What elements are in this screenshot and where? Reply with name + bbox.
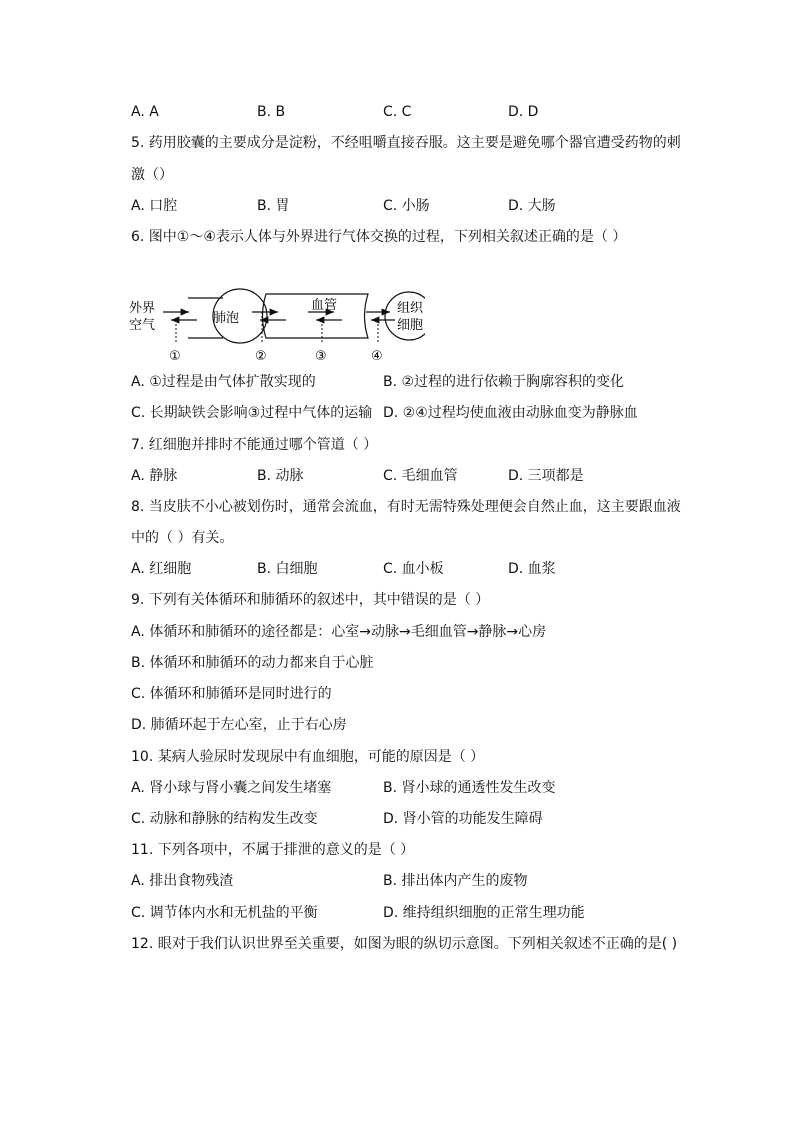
marker-2: ② <box>255 349 267 364</box>
q6-stem: 6. 图中①～④表示人体与外界进行气体交换的过程，下列相关叙述正确的是（ ） <box>131 229 627 245</box>
q9-option-c: C. 体循环和肺循环是同时进行的 <box>131 686 332 702</box>
label-vessel: 血管 <box>311 298 338 313</box>
q5-option-d: D. 大肠 <box>508 198 556 214</box>
q6-option-d: D. ②④过程均使血液由动脉血变为静脉血 <box>383 405 638 421</box>
q5-option-a: A. 口腔 <box>131 198 178 214</box>
q11-option-a: A. 排出食物残渣 <box>131 873 234 889</box>
q10-option-d: D. 肾小管的功能发生障碍 <box>383 811 543 827</box>
q11-option-c: C. 调节体内水和无机盐的平衡 <box>131 905 318 921</box>
q7-option-a: A. 静脉 <box>131 468 178 484</box>
q9-option-a: A. 体循环和肺循环的途径都是：心室→动脉→毛细血管→静脉→心房 <box>131 624 547 640</box>
q8-option-c: C. 血小板 <box>383 561 444 577</box>
q9-option-d: D. 肺循环起于左心室，止于右心房 <box>131 717 347 733</box>
q6-option-c: C. 长期缺铁会影响③过程中气体的运输 <box>131 405 373 421</box>
q5-stem-line2: 激（） <box>131 167 173 183</box>
q10-option-a: A. 肾小球与肾小囊之间发生堵塞 <box>131 780 332 796</box>
q4-option-d: D. D <box>508 104 539 120</box>
q8-option-a: A. 红细胞 <box>131 561 192 577</box>
q11-option-b: B. 排出体内产生的废物 <box>383 873 528 889</box>
q8-stem-line2: 中的（ ）有关。 <box>131 530 234 546</box>
q7-option-b: B. 动脉 <box>257 468 304 484</box>
q8-stem-line1: 8. 当皮肤不小心被划伤时，通常会流血，有时无需特殊处理便会自然止血，这主要跟血液 <box>131 499 681 515</box>
q6-option-a: A. ①过程是由气体扩散实现的 <box>131 374 316 390</box>
q5-option-c: C. 小肠 <box>383 198 430 214</box>
q7-option-d: D. 三项都是 <box>508 468 584 484</box>
q10-option-b: B. 肾小球的通透性发生改变 <box>383 780 556 796</box>
q9-option-b: B. 体循环和肺循环的动力都来自于心脏 <box>131 655 374 671</box>
marker-1: ① <box>169 349 181 364</box>
q4-option-a: A. A <box>131 104 159 120</box>
q7-option-c: C. 毛细血管 <box>383 468 458 484</box>
label-tissue-1: 组织 <box>397 301 424 316</box>
q10-option-c: C. 动脉和静脉的结构发生改变 <box>131 811 318 827</box>
label-tissue-2: 细胞 <box>397 318 424 333</box>
label-outer-air-1: 外界 <box>129 301 156 316</box>
q8-option-b: B. 白细胞 <box>257 561 318 577</box>
gas-exchange-diagram <box>125 282 425 367</box>
q11-stem: 11. 下列各项中，不属于排泄的意义的是（ ） <box>131 842 415 858</box>
q5-stem-line1: 5. 药用胶囊的主要成分是淀粉，不经咀嚼直接吞服。这主要是避免哪个器官遭受药物的刺 <box>131 135 681 151</box>
q10-stem: 10. 某病人验尿时发现尿中有血细胞，可能的原因是（ ） <box>131 749 485 765</box>
q5-option-b: B. 胃 <box>257 198 290 214</box>
q11-option-d: D. 维持组织细胞的正常生理功能 <box>383 905 585 921</box>
q7-stem: 7. 红细胞并排时不能通过哪个管道（ ） <box>131 437 378 453</box>
marker-3: ③ <box>315 349 327 364</box>
q4-option-b: B. B <box>257 104 286 120</box>
label-outer-air-2: 空气 <box>129 318 156 333</box>
marker-4: ④ <box>371 349 383 364</box>
q9-stem: 9. 下列有关体循环和肺循环的叙述中，其中错误的是（ ） <box>131 592 490 608</box>
q12-stem: 12. 眼对于我们认识世界至关重要，如图为眼的纵切示意图。下列相关叙述不正确的是( ) <box>131 936 678 952</box>
q4-option-c: C. C <box>383 104 412 120</box>
q8-option-d: D. 血浆 <box>508 561 556 577</box>
label-alveolus: 肺泡 <box>213 311 240 326</box>
q6-option-b: B. ②过程的进行依赖于胸廓容积的变化 <box>383 374 625 390</box>
